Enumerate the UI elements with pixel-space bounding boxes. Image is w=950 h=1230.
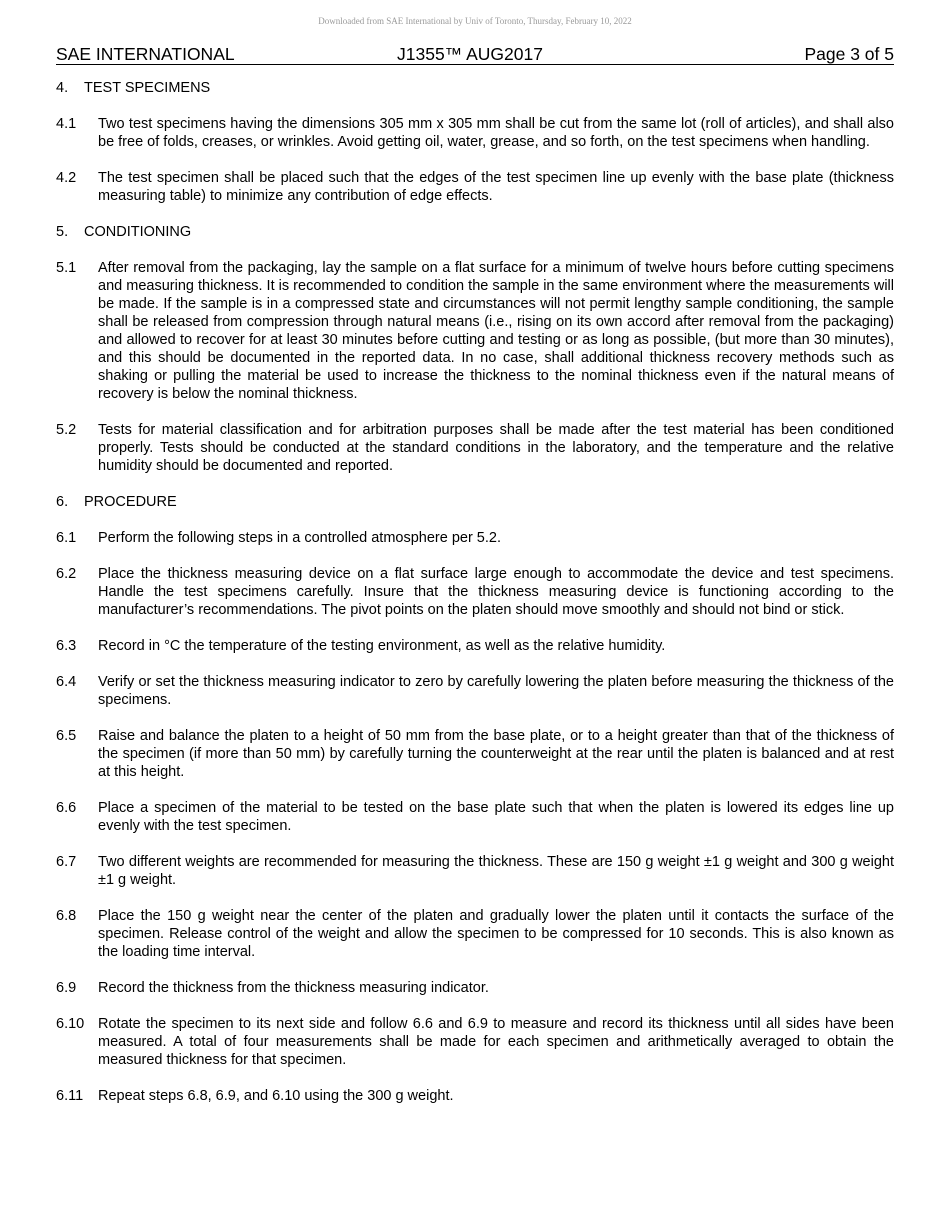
clause-6-11	[56, 1087, 894, 1105]
clause-6-3	[56, 637, 894, 655]
clause-6-5	[56, 727, 894, 781]
page-header	[56, 44, 894, 65]
clause-6-10	[56, 1015, 894, 1069]
clause-number: 4.2	[56, 170, 77, 186]
section-title: CONDITIONING	[84, 224, 192, 240]
clause-text: Repeat steps 6.8, 6.9, and 6.10 using the 300 g weight.	[98, 1088, 454, 1104]
clause-number: 4.1	[56, 116, 77, 132]
section-heading-4	[56, 79, 894, 97]
clause-6-6	[56, 799, 894, 835]
section-title: PROCEDURE	[84, 494, 177, 510]
clause-text: Rotate the specimen to its next side and follow 6.6 and 6.9 to measure and record its thickness until all sides have been measured. A total of four measurements shall be made for each specimen and arithmetically averaged to obtain the measured thickness for that specimen.	[98, 1016, 894, 1068]
clause-number: 6.1	[56, 530, 77, 546]
section-title: TEST SPECIMENS	[84, 80, 211, 96]
clause-text: Record in °C the temperature of the testing environment, as well as the relative humidity.	[98, 638, 666, 654]
clause-number: 6.5	[56, 728, 77, 744]
clause-number: 5.1	[56, 260, 77, 276]
clause-text: Place the thickness measuring device on a flat surface large enough to accommodate the device and test specimens. Handle the test specimens carefully. Insure that the thickness measuring device is functioning according to the manufacturer’s recommendations. The pivot points on the platen should move smoothly and should not bind or stick.	[98, 566, 894, 618]
header-doc-id: J1355™ AUG2017	[397, 44, 543, 64]
clause-text: Two test specimens having the dimensions 305 mm x 305 mm shall be cut from the same lot (roll of articles), and shall also be free of folds, creases, or wrinkles. Avoid getting oil, water, grease, and so forth, on the test specimens when handling.	[98, 116, 894, 150]
clause-6-2	[56, 565, 894, 619]
clause-number: 6.3	[56, 638, 77, 654]
clause-number: 6.7	[56, 854, 77, 870]
section-heading-6	[56, 493, 894, 511]
clause-6-9	[56, 979, 894, 997]
clause-number: 6.2	[56, 566, 77, 582]
clause-6-1	[56, 529, 894, 547]
clause-text: Place a specimen of the material to be tested on the base plate such that when the platen is lowered its edges line up evenly with the test specimen.	[98, 800, 894, 834]
document-body	[56, 79, 894, 1105]
clause-number: 5.2	[56, 422, 77, 438]
clause-text: After removal from the packaging, lay the sample on a flat surface for a minimum of twelve hours before cutting specimens and measuring thickness. It is recommended to condition the sample in the same environment where the measurements will be made. If the sample is in a compressed state and circumstances will not permit lengthy sample conditioning, the sample shall be released from compression through natural means (i.e., rising on its own accord after removal from the packaging) and allowed to recover for at least 30 minutes before cutting and testing or as long as possible, (but more than 30 minutes), and this should be documented in the reported data. In no case, shall additional thickness recovery methods such as shaking or pulling the material be used to increase the thickness to the nominal thickness even if the natural means of recovery is below the nominal thickness.	[98, 260, 894, 402]
clause-6-4	[56, 673, 894, 709]
clause-5-2	[56, 421, 894, 475]
clause-text: The test specimen shall be placed such that the edges of the test specimen line up evenly with the base plate (thickness measuring table) to minimize any contribution of edge effects.	[98, 170, 894, 204]
clause-number: 6.6	[56, 800, 77, 816]
clause-4-1	[56, 115, 894, 151]
clause-text: Record the thickness from the thickness measuring indicator.	[98, 980, 489, 996]
clause-6-8	[56, 907, 894, 961]
clause-text: Tests for material classification and for arbitration purposes shall be made after the test material has been conditioned properly. Tests should be conducted at the standard conditions in the laboratory, and the temperature and the relative humidity should be documented and reported.	[98, 422, 894, 474]
clause-number: 6.11	[56, 1088, 84, 1104]
clause-number: 6.9	[56, 980, 77, 996]
clause-number: 6.8	[56, 908, 77, 924]
clause-text: Raise and balance the platen to a height of 50 mm from the base plate, or to a height greater than that of the thickness of the specimen (if more than 50 mm) by carefully turning the counterweight at the rear until the platen is balanced and at rest at this height.	[98, 728, 894, 780]
clause-6-7	[56, 853, 894, 889]
download-watermark: Downloaded from SAE International by Univ of Toronto, Thursday, February 10, 2022	[318, 16, 632, 26]
section-number: 4.	[56, 80, 69, 96]
section-number: 6.	[56, 494, 69, 510]
header-page-number: Page 3 of 5	[804, 44, 894, 64]
clause-text: Perform the following steps in a controlled atmosphere per 5.2.	[98, 530, 501, 546]
clause-text: Two different weights are recommended for measuring the thickness. These are 150 g weight ±1 g weight and 300 g weight ±1 g weight.	[98, 854, 894, 888]
clause-5-1	[56, 259, 894, 403]
clause-4-2	[56, 169, 894, 205]
clause-number: 6.4	[56, 674, 77, 690]
clause-number: 6.10	[56, 1016, 85, 1032]
section-number: 5.	[56, 224, 69, 240]
clause-text: Place the 150 g weight near the center of the platen and gradually lower the platen until it contacts the surface of the specimen. Release control of the weight and allow the specimen to be compressed for 10 seconds. This is also known as the loading time interval.	[98, 908, 894, 960]
section-heading-5	[56, 223, 894, 241]
clause-text: Verify or set the thickness measuring indicator to zero by carefully lowering the platen before measuring the thickness of the specimens.	[98, 674, 894, 708]
header-org: SAE INTERNATIONAL	[56, 44, 235, 64]
